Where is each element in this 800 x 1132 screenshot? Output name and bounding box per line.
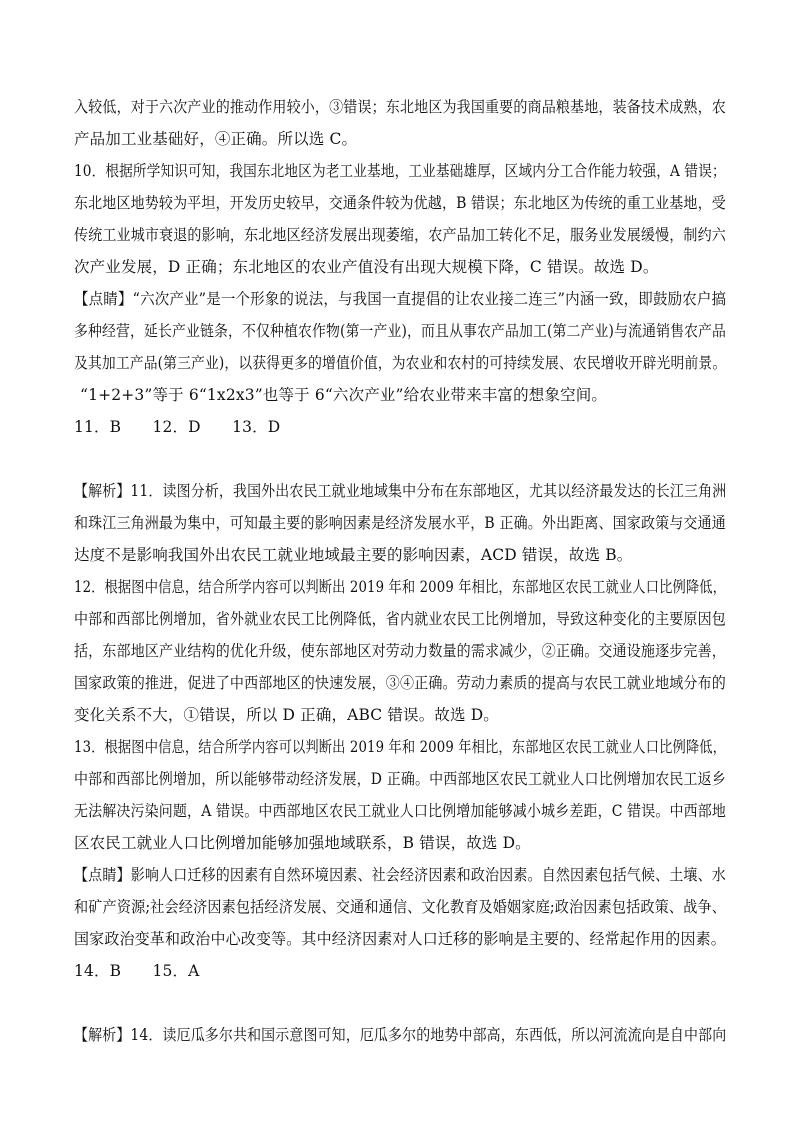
text-line: 达度不是影响我国外出农民工就业地域最主要的影响因素，ACD 错误，故选 B。 [74, 546, 633, 564]
tip-heading-line: 【点睛】影响人口迁移的因素有自然环境因素、社会经济因素和政治因素。自然因素包括气候、土壤、水 [74, 866, 726, 884]
text-line: 12．根据图中信息，结合所学内容可以判断出 2019 年和 2009 年相比，东部地区农民工就业人口比例降低， [74, 578, 727, 596]
tip-heading-line: 【点睛】“六次产业”是一个形象的说法，与我国一直提倡的让农业接二连三”内涵一致，即鼓励农户搞 [74, 290, 727, 308]
text-line: 及其加工产品(第三产业)，以获得更多的增值价值，为农业和农村的可持续发展、农民增收开辟光明前景。 [74, 354, 727, 372]
text-line: 无法解决污染问题，A 错误。中西部地区农民工就业人口比例增加能够减小城乡差距，C 错误。中西部地 [74, 802, 727, 820]
text-line: 国家政策的推进，促进了中西部地区的快速发展，③④正确。劳动力素质的提高与农民工就业地域分布的 [74, 674, 726, 692]
text-line: 变化关系不大，①错误，所以 D 正确，ABC 错误。故选 D。 [74, 706, 499, 724]
text-line: 区农民工就业人口比例增加能够加强地域联系，B 错误，故选 D。 [74, 834, 531, 852]
analysis-heading-line: 【解析】14．读厄瓜多尔共和国示意图可知，厄瓜多尔的地势中部高，东西低，所以河流流向是自中部向 [74, 1026, 727, 1044]
text-line: 多种经营，延长产业链条，不仅种植农作物(第一产业)，而且从事农产品加工(第二产业)与流通销售农产品 [74, 322, 727, 340]
answer-key-line: 11．B 12．D 13．D [74, 418, 281, 436]
text-line: 10．根据所学知识可知，我国东北地区为老工业基地，工业基础雄厚，区域内分工合作能力较强，A 错误； [74, 162, 726, 180]
text-line: 东北地区地势较为平坦，开发历史较早，交通条件较为优越，B 错误；东北地区为传统的重工业基地，受 [74, 194, 726, 212]
text-line: “1+2+3”等于 6“1x2x3”也等于 6“六次产业”给农业带来丰富的想象空间。 [80, 386, 608, 404]
text-line: 产品加工业基础好，④正确。所以选 C。 [74, 130, 358, 148]
text-line: 传统工业城市衰退的影响，东北地区经济发展出现萎缩，农产品加工转化不足，服务业发展缓慢，制约六 [74, 226, 726, 244]
text-line: 括，东部地区产业结构的优化升级，使东部地区对劳动力数量的需求减少，②正确。交通设施逐步完善， [74, 642, 726, 660]
text-line: 中部和西部比例增加，所以能够带动经济发展，D 正确。中西部地区农民工就业人口比例增加农民工返乡 [74, 770, 726, 788]
text-line: 13．根据图中信息，结合所学内容可以判断出 2019 年和 2009 年相比，东部地区农民工就业人口比例降低， [74, 738, 727, 756]
text-line: 入较低，对于六次产业的推动作用较小，③错误；东北地区为我国重要的商品粮基地，装备技术成熟，农 [74, 98, 726, 116]
answer-key-line: 14．B 15．A [74, 962, 200, 980]
text-line: 次产业发展，D 正确；东北地区的农业产值没有出现大规模下降，C 错误。故选 D。 [74, 258, 659, 276]
text-line: 国家政治变革和政治中心改变等。其中经济因素对人口迁移的影响是主要的、经常起作用的因素。 [74, 930, 726, 948]
text-line: 和珠江三角洲最为集中，可知最主要的影响因素是经济发展水平，B 正确。外出距离、国家政策与交通通 [74, 514, 726, 532]
text-line: 和矿产资源;社会经济因素包括经济发展、交通和通信、文化教育及婚姻家庭;政治因素包括政策、战争、 [74, 898, 727, 916]
analysis-heading-line: 【解析】11．读图分析，我国外出农民工就业地域集中分布在东部地区，尤其以经济最发达的长江三角洲 [74, 482, 727, 500]
text-line: 中部和西部比例增加，省外就业农民工比例降低，省内就业农民工比例增加，导致这种变化的主要原因包 [74, 610, 726, 628]
